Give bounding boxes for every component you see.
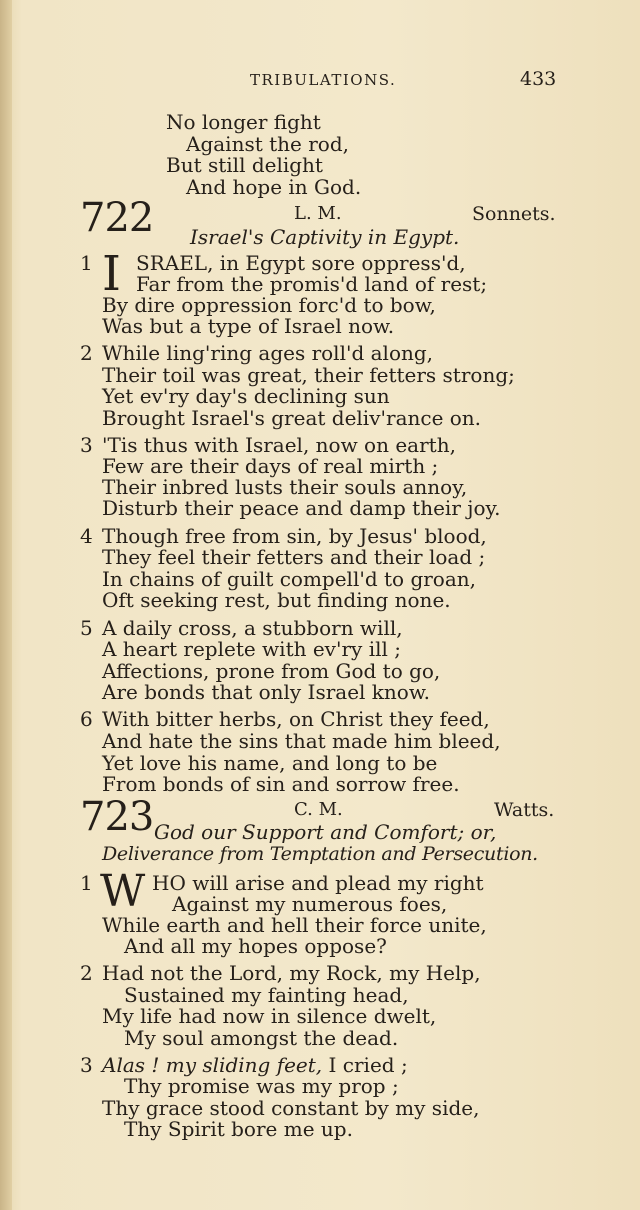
verse-line: Yet love his name, and long to be	[102, 751, 438, 775]
verse-line: Brought Israel's great deliv'rance on.	[102, 406, 482, 430]
verse-line: SRAEL, in Egypt sore oppress'd,	[136, 251, 466, 275]
verse-line: Thy grace stood constant by my side,	[102, 1096, 480, 1120]
verse-line: Oft seeking rest, but finding none.	[102, 588, 451, 612]
verse-line: And hate the sins that made him bleed,	[102, 729, 501, 753]
hymn-723-title-line-2: Deliverance from Temptation and Persecution.	[102, 843, 538, 865]
hymn-722-author: Sonnets.	[472, 203, 556, 225]
verse-number: 1	[80, 871, 93, 895]
verse-line: 'Tis thus with Israel, now on earth,	[102, 433, 456, 457]
carryover-line-1: No longer fight	[166, 110, 321, 134]
verse-number: 1	[80, 251, 93, 275]
verse-line: Far from the promis'd land of rest;	[136, 272, 488, 296]
verse-number: 2	[80, 961, 93, 985]
drop-cap: W	[100, 866, 146, 917]
hymn-723-author: Watts.	[494, 799, 555, 821]
verse-number: 3	[80, 1053, 93, 1077]
verse-line	[102, 1054, 408, 1076]
page-number: 433	[520, 68, 557, 90]
verse-line: Disturb their peace and damp their joy.	[102, 496, 501, 520]
verse-line: Their inbred lusts their souls annoy,	[102, 475, 468, 499]
verse-line: From bonds of sin and sorrow free.	[102, 772, 460, 796]
verse-line: Are bonds that only Israel know.	[102, 680, 430, 704]
page-edge	[0, 0, 12, 1210]
verse-line: Was but a type of Israel now.	[102, 314, 395, 338]
verse-line: My life had now in silence dwelt,	[102, 1004, 437, 1028]
verse-line: Though free from sin, by Jesus' blood,	[102, 524, 487, 548]
verse-number: 3	[80, 433, 93, 457]
hymn-722-meter: L. M.	[294, 203, 342, 224]
verse-line: Thy Spirit bore me up.	[124, 1117, 353, 1141]
italic-phrase: Alas ! my sliding feet,	[102, 1053, 323, 1077]
verse-line: Against my numerous foes,	[172, 892, 448, 916]
verse-line: In chains of guilt compell'd to groan,	[102, 567, 477, 591]
verse-line: HO will arise and plead my right	[152, 871, 484, 895]
verse-line: While earth and hell their force unite,	[102, 913, 487, 937]
carryover-line-2: Against the rod,	[186, 132, 349, 156]
verse-line: And all my hopes oppose?	[124, 934, 387, 958]
drop-cap: I	[102, 246, 121, 302]
verse-line: By dire oppression forc'd to bow,	[102, 293, 436, 317]
verse-line: Their toil was great, their fetters strong;	[102, 363, 515, 387]
hymn-number-723: 723	[80, 794, 154, 840]
verse-line: A heart replete with ev'ry ill ;	[102, 637, 401, 661]
verse-line: Yet ev'ry day's declining sun	[102, 384, 390, 408]
verse-number: 4	[80, 524, 93, 548]
hymn-number-722: 722	[80, 195, 154, 241]
hymn-723-meter: C. M.	[294, 799, 343, 820]
carryover-line-3: But still delight	[166, 153, 323, 177]
verse-line: Thy promise was my prop ;	[124, 1074, 399, 1098]
verse-line: Sustained my fainting head,	[124, 983, 409, 1007]
verse-line: My soul amongst the dead.	[124, 1026, 399, 1050]
verse-line: Affections, prone from God to go,	[102, 659, 441, 683]
verse-number: 6	[80, 707, 93, 731]
verse-number: 2	[80, 341, 93, 365]
verse-line: Had not the Lord, my Rock, my Help,	[102, 961, 481, 985]
verse-line: Few are their days of real mirth ;	[102, 454, 439, 478]
hymn-722-title: Israel's Captivity in Egypt.	[190, 225, 460, 249]
verse-line-rest: I cried ;	[322, 1053, 408, 1077]
carryover-line-4: And hope in God.	[186, 175, 362, 199]
hymn-723-title-line-1: God our Support and Comfort; or,	[154, 820, 497, 844]
running-head: TRIBULATIONS.	[250, 71, 397, 89]
verse-line: While ling'ring ages roll'd along,	[102, 341, 434, 365]
verse-line: With bitter herbs, on Christ they feed,	[102, 707, 490, 731]
verse-line: They feel their fetters and their load ;	[102, 545, 486, 569]
verse-number: 5	[80, 616, 93, 640]
verse-line: A daily cross, a stubborn will,	[102, 616, 403, 640]
